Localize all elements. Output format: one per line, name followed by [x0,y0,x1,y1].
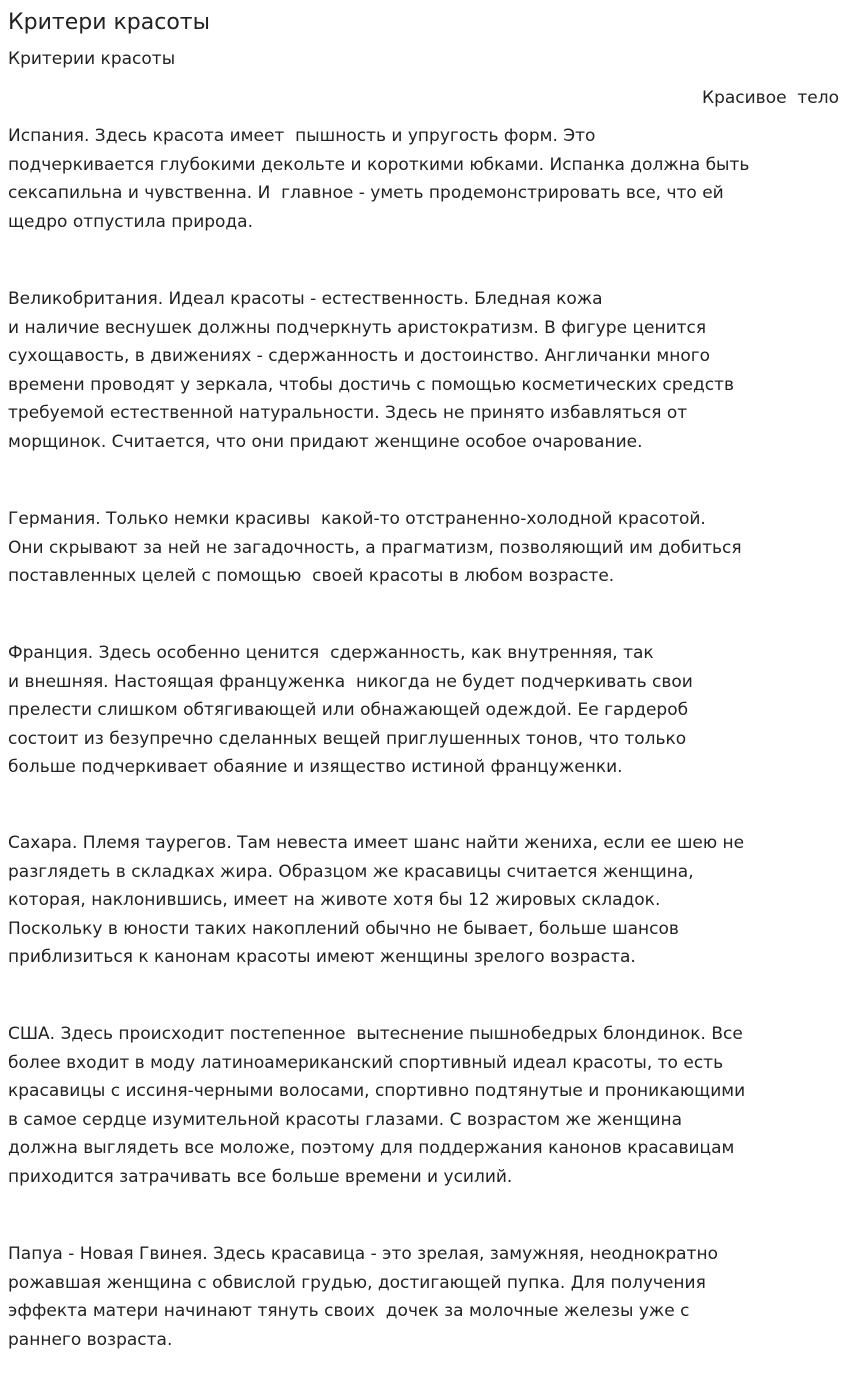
paragraph-sahara: Сахара. Племя таурегов. Там невеста имеет шанс найти жениха, если ее шею не разглядеть в складках жира. Образцом же красавицы считается женщина, которая, наклонившись, имеет на животе хотя бы 12 жировых складок. Поскольку в юности таких накоплений обычно не бывает, больше шансов приблизиться к канонам красоты имеют женщины зрелого возраста. [8,833,745,968]
paragraph-papua: Папуа - Новая Гвинея. Здесь красавица - это зрелая, замужняя, неоднократно рожавшая женщина с обвислой грудью, достигающей пупка. Для получения эффекта матери начинают тянуть своих дочек за молочные железы уже с раннего возраста. [8,1244,718,1350]
paragraph-usa: США. Здесь происходит постепенное вытеснение пышнобедрых блондинок. Все более входит в моду латиноамериканский спортивный идеал красоты, то есть красавицы с иссиня-черными волосами, спортивно подтянутые и проникающими в самое сердце изумительной красоты глазами. С возрастом же женщина должна выглядеть все моложе, поэтому для поддержания канонов красавицам приходится затрачивать все больше времени и усилий. [8,1024,746,1187]
paragraph-france: Франция. Здесь особенно ценится сдержанность, как внутренняя, так и внешняя. Настоящая француженка никогда не будет подчеркивать свои прелести слишком обтягивающей или обнажающей одеждой. Ее гардероб состоит из безупречно сделанных вещей приглушенных тонов, что только больше подчеркивает обаяние и изящество истиной француженки. [8,643,693,778]
paragraph-spain: Испания. Здесь красота имеет пышность и упругость форм. Это подчеркивается глубокими декольте и короткими юбками. Испанка должна быть сексапильна и чувственна. И главное - уметь продемонстрировать все, что ей щедро отпустила природа. [8,126,750,232]
page-subtitle: Критерии красоты [8,49,176,69]
right-aligned-label: Красивое тело [702,88,839,108]
paragraph-uk: Великобритания. Идеал красоты - естественность. Бледная кожа и наличие веснушек должны подчеркнуть аристократизм. В фигуре ценится сухощавость, в движениях - сдержанность и достоинство. Англичанки много времени проводят у зеркала, чтобы достичь с помощью косметических средств требуемой естественной натуральности. Здесь не принято избавляться от морщинок. Считается, что они придают женщине особое очарование. [8,289,734,452]
page-title: Критери красоты [8,10,210,35]
paragraph-germany: Германия. Только немки красивы какой-то отстраненно-холодной красотой. Они скрывают за ней не загадочность, а прагматизм, позволяющий им добиться поставленных целей с помощью своей красоты в любом возрасте. [8,509,742,587]
